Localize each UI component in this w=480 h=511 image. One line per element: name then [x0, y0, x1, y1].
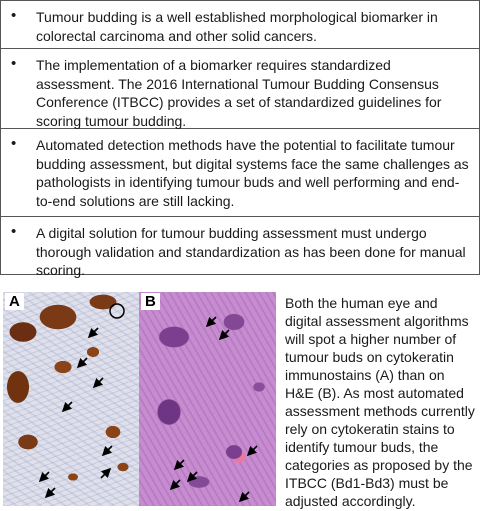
- arrow-icon: [103, 446, 112, 455]
- cytokeratin-image: [3, 292, 140, 506]
- arrow-icon: [40, 472, 49, 481]
- bullet-dot-icon: •: [11, 135, 17, 152]
- bullet-dot-icon: •: [11, 55, 17, 72]
- annotation-arrows: [3, 292, 140, 506]
- arrow-icon: [171, 480, 180, 489]
- arrow-icon: [207, 317, 216, 326]
- bullet-text: A digital solution for tumour budding assessment must undergo thorough validation and standardization as has been done for manual scoring.: [36, 225, 466, 278]
- bullet-item: [1, 49, 479, 129]
- bullet-item: [1, 217, 479, 278]
- arrow-icon: [94, 378, 103, 387]
- arrow-icon: [78, 358, 87, 367]
- panel-a-label: A: [5, 293, 24, 310]
- arrow-icon: [175, 460, 184, 469]
- arrow-icon: [63, 402, 72, 411]
- bullet-dot-icon: •: [11, 7, 17, 24]
- arrow-icon: [101, 469, 110, 478]
- panel-b-label: B: [141, 293, 160, 310]
- circle-marker-icon: [110, 304, 124, 318]
- arrow-icon: [89, 328, 98, 337]
- bullet-dot-icon: •: [11, 223, 17, 240]
- he-image: [139, 292, 276, 506]
- bullet-text: Tumour budding is a well established morphological biomarker in colorectal carcinoma and other solid cancers.: [36, 9, 438, 44]
- bullet-text: Automated detection methods have the potential to facilitate tumour budding assessment, but digital systems face the same challenges as pathologists in identifying tumour buds and well performing and end-to-end solutions are still lacking.: [36, 137, 469, 209]
- arrow-icon: [248, 446, 257, 455]
- arrow-icon: [240, 492, 249, 501]
- figure-caption: Both the human eye and digital assessment algorithms will spot a higher number of tumour buds on cytokeratin immunostains (A) than on H&E (B). As most automated assessment methods currently rely on cytokeratin stains to identify tumour buds, the categories as proposed by the ITBCC (Bd1-Bd3) must be adjusted accordingly.: [285, 295, 475, 509]
- arrow-icon: [46, 488, 55, 497]
- bullet-text: The implementation of a biomarker requires standardized assessment. The 2016 International Tumour Budding Consensus Conference (ITBCC) provides a set of standardized guidelines for scoring tumour budding.: [36, 57, 442, 129]
- arrow-icon: [220, 330, 229, 339]
- annotation-arrows: [139, 292, 276, 506]
- bullet-item: [1, 1, 479, 49]
- bullet-item: [1, 129, 479, 217]
- arrow-icon: [188, 472, 197, 481]
